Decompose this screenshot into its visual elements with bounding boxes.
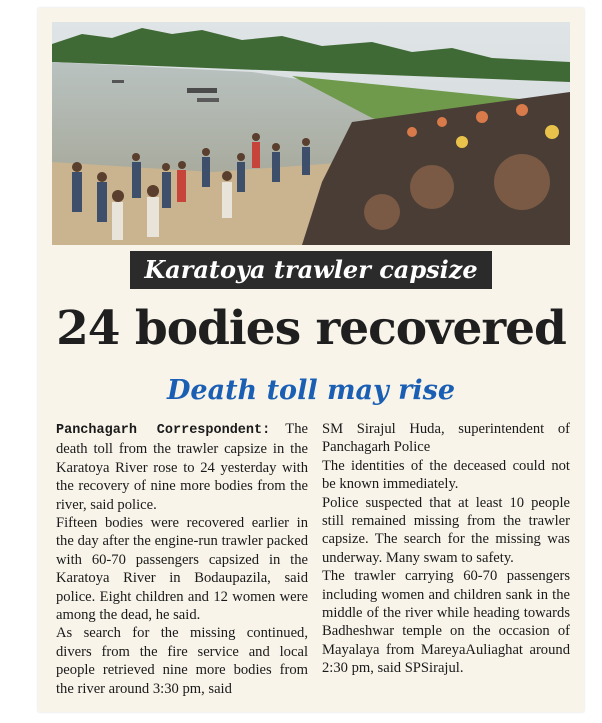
article-column-right bbox=[322, 420, 570, 678]
paragraph: Police suspected that at least 10 people still remained missing from the trawler capsize. The search for the missing was underway. Many swam to safety. bbox=[322, 494, 570, 566]
news-photo-riverbank-crowd bbox=[52, 22, 570, 245]
kicker-container bbox=[38, 251, 584, 289]
paragraph: Fifteen bodies were recovered earlier in the day after the engine-run trawler packed with 60-70 passengers capsized in the Karatoya River in Bodaupazila, said police. Eight children and 12 women were among the dead, he said. bbox=[56, 515, 308, 624]
paragraph: The identities of the deceased could not be known immediately. bbox=[322, 457, 570, 493]
kicker-label: Karatoya trawler capsize bbox=[130, 251, 491, 289]
newspaper-clipping bbox=[38, 8, 584, 712]
headline: 24 bodies recovered bbox=[56, 301, 566, 356]
paragraph: As search for the missing continued, divers from the fire service and local people retrieved nine more bodies from the river around 3:30 pm, said bbox=[56, 625, 308, 697]
lead-paragraph bbox=[56, 420, 308, 514]
paragraph: SM Sirajul Huda, superintendent of Panchagarh Police bbox=[322, 421, 570, 456]
lead-text: The death toll from the trawler capsize in the Karatoya River rose to 24 yesterday with the recovery of nine more bodies from the river, said police. bbox=[56, 421, 308, 513]
article-column-left bbox=[56, 420, 308, 698]
paragraph: The trawler carrying 60-70 passengers including women and children sank in the middle of the river while heading towards Badheshwar temple on the occasion of Mayalaya from MareyaAuliaghat around 2:30 pm, said SPSirajul. bbox=[322, 568, 570, 677]
subheadline: Death toll may rise bbox=[167, 375, 455, 406]
byline: Panchagarh Correspondent: bbox=[56, 423, 271, 438]
